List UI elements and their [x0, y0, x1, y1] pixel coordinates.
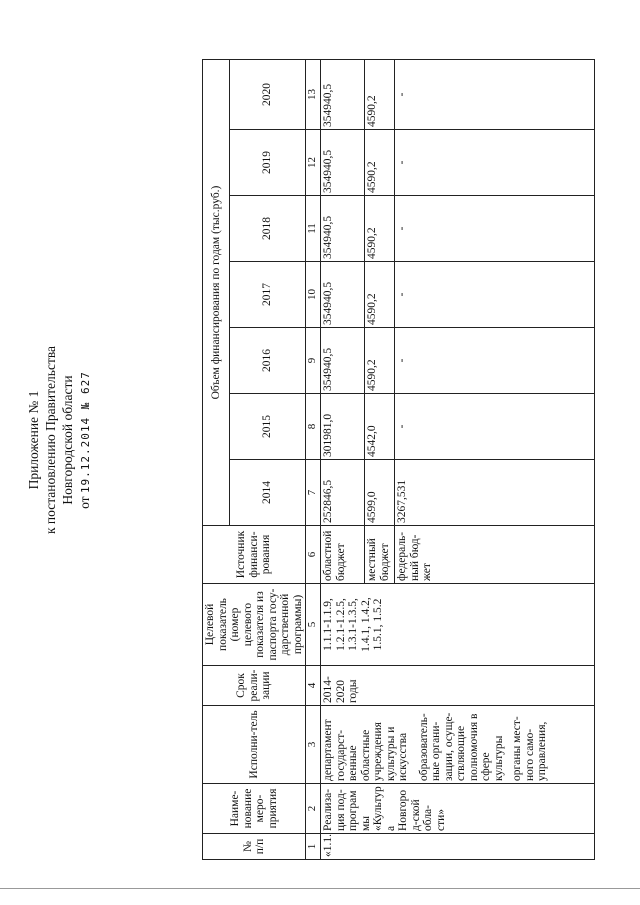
col-header-num: № п/п: [203, 834, 306, 860]
col-header-source: Источник финанси-рования: [203, 526, 306, 584]
executor-3: образователь-ные органи-зации, осуще-ствляющие полномочия в сфере культуры: [417, 712, 505, 781]
year-header: 2019: [230, 130, 306, 196]
value-cell: 4590,2: [365, 262, 395, 328]
value-cell: 3267,531: [395, 460, 595, 526]
resolution-ref: к постановлению Правительства: [43, 345, 58, 535]
value-cell: 252846,5: [321, 460, 365, 526]
year-header: 2020: [230, 59, 306, 129]
executor-2: государст-венные областные учреждения культуры и искусства: [334, 722, 409, 781]
appendix-title: Приложение № 1: [26, 390, 41, 490]
col-number: 13: [306, 59, 321, 129]
value-cell: -: [395, 262, 595, 328]
col-header-executor: Исполни-тель: [203, 706, 306, 784]
row-target: 1.1.1-1.1.9, 1.2.1-1.2.5, 1.3.1-1.3.5, 1.4.1, 1.4.2, 1.5.1, 1.5.2: [321, 584, 595, 666]
col-number: 6: [306, 526, 321, 584]
value-cell: 354940,5: [321, 130, 365, 196]
resolution-date: 19.12.2014 № 627: [79, 371, 92, 494]
row-period: 2014-2020 годы: [321, 666, 595, 706]
source-local: местный бюджет: [365, 526, 395, 584]
col-number: 3: [306, 706, 321, 784]
value-cell: 4590,2: [365, 328, 395, 394]
column-numbers-row: [306, 59, 321, 859]
col-number: 8: [306, 394, 321, 460]
value-cell: 4599,0: [365, 460, 395, 526]
date-prefix: от: [77, 493, 92, 509]
spacer: [410, 708, 418, 781]
value-cell: 354940,5: [321, 328, 365, 394]
value-cell: 354940,5: [321, 196, 365, 262]
value-cell: 4590,2: [365, 59, 395, 129]
row-name: Реализа-ция под-программы «Культура Новгород-ской обла-сти»: [321, 784, 595, 834]
value-cell: 354940,5: [321, 262, 365, 328]
year-header: 2016: [230, 328, 306, 394]
header-row-1: [203, 59, 230, 859]
value-cell: -: [395, 328, 595, 394]
col-number: 5: [306, 584, 321, 666]
executor-4: органы мест-ного само-управления,: [511, 716, 548, 781]
financing-table: [202, 59, 595, 860]
source-federal: федераль-ный бюд-жет: [395, 526, 595, 584]
value-cell: -: [395, 59, 595, 129]
row-num: «1.1.: [321, 834, 595, 860]
rotated-page: [25, 20, 605, 860]
value-cell: 354940,5: [321, 59, 365, 129]
year-header: 2015: [230, 394, 306, 460]
year-header: 2018: [230, 196, 306, 262]
col-number: 1: [306, 834, 321, 860]
col-number: 7: [306, 460, 321, 526]
resolution-date-line: [76, 20, 94, 860]
value-cell: -: [395, 394, 595, 460]
value-cell: 4590,2: [365, 130, 395, 196]
col-header-period: Срок реали-зации: [203, 666, 306, 706]
col-number: 10: [306, 262, 321, 328]
col-number: 9: [306, 328, 321, 394]
col-number: 11: [306, 196, 321, 262]
col-number: 12: [306, 130, 321, 196]
executor-1: департамент: [322, 719, 334, 781]
year-header: 2017: [230, 262, 306, 328]
source-regional: областной бюджет: [321, 526, 365, 584]
value-cell: 301981,0: [321, 394, 365, 460]
value-cell: -: [395, 196, 595, 262]
col-number: 4: [306, 666, 321, 706]
page-bottom-rule: [0, 888, 640, 889]
col-header-name: Наиме-нование меро-приятия: [203, 784, 306, 834]
col-header-volume: Объем финансирования по годам (тыс.руб.): [203, 59, 230, 525]
row-executor: [321, 706, 595, 784]
col-number: 2: [306, 784, 321, 834]
col-header-target: Целевой показатель (номер целевого показателя из паспорта госу-дарственной программы): [203, 584, 306, 666]
year-header: 2014: [230, 460, 306, 526]
value-cell: 4542,0: [365, 394, 395, 460]
value-cell: -: [395, 130, 595, 196]
value-cell: 4590,2: [365, 196, 395, 262]
region-name: Новгородской области: [60, 375, 75, 505]
document-header: [25, 20, 195, 860]
table-row: [321, 59, 365, 859]
